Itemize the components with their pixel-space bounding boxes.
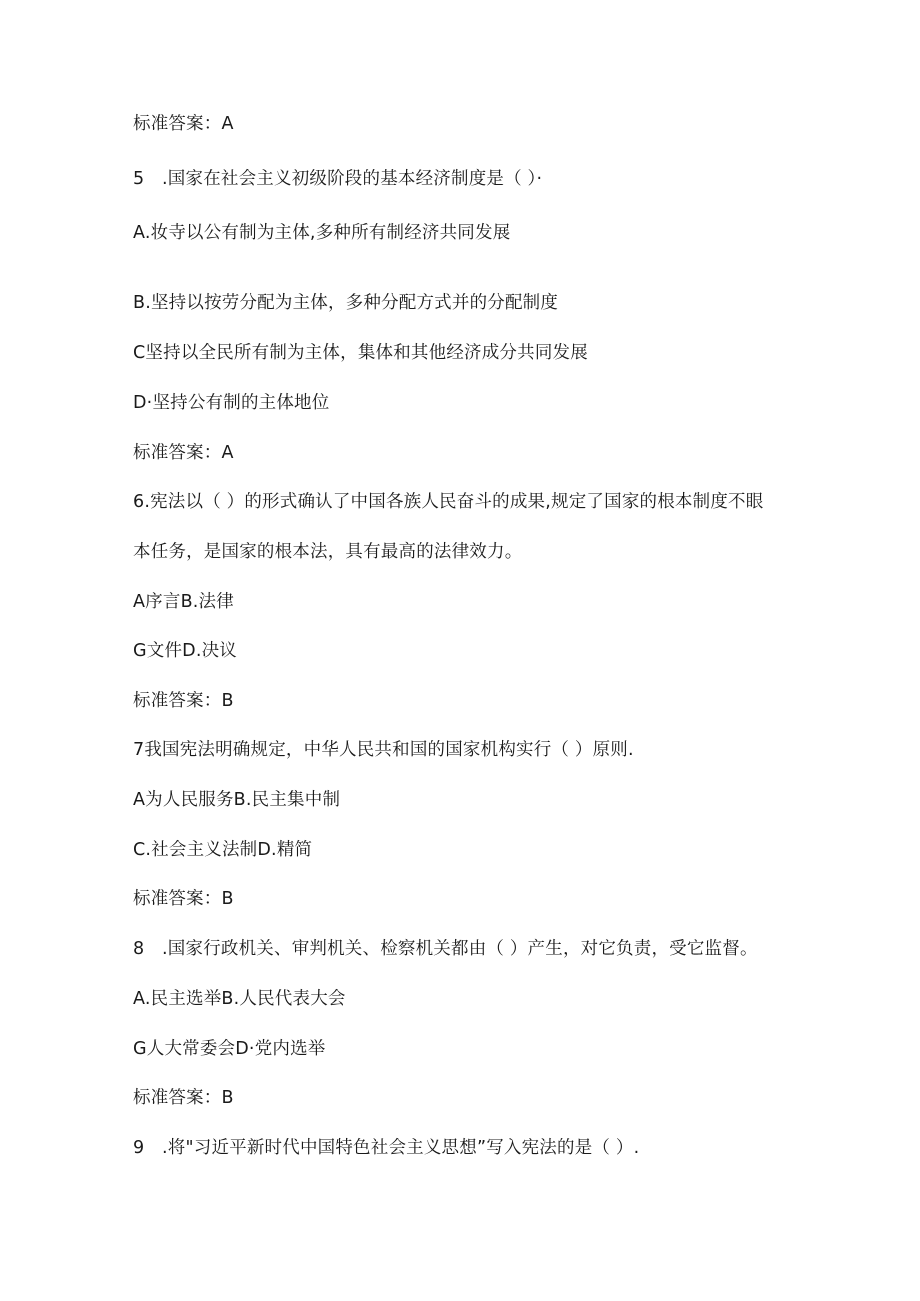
q8-question: 8 .国家行政机关、审判机关、检察机关都由（ ）产生，对它负责，受它监督。 <box>133 939 758 959</box>
q7-options-ab: A为人民服务B.民主集中制 <box>133 790 341 810</box>
q7-question: 7我国宪法明确规定，中华人民共和国的国家机构实行（ ）原则. <box>133 740 634 760</box>
q6-answer: 标准答案：B <box>133 691 234 711</box>
q8-answer: 标准答案：B <box>133 1088 234 1108</box>
q8-options-cd: G人大常委会D·党内选举 <box>133 1039 326 1059</box>
q7-options-cd: C.社会主义法制D.精简 <box>133 840 313 860</box>
q5-option-d: D·坚持公有制的主体地位 <box>133 393 330 413</box>
q5-option-b: B.坚持以按劳分配为主体，多种分配方式并的分配制度 <box>133 293 559 313</box>
q7-answer: 标准答案：B <box>133 889 234 909</box>
q8-options-ab: A.民主选举B.人民代表大会 <box>133 989 346 1009</box>
q9-question: 9 .将"习近平新时代中国特色社会主义思想”写入宪法的是（ ）. <box>133 1138 640 1158</box>
q6-options-ab: A序言B.法律 <box>133 592 234 612</box>
q6-options-cd: G文件D.决议 <box>133 641 237 661</box>
q5-option-a: A.妆寺以公有制为主体,多种所有制经济共同发展 <box>133 223 511 243</box>
q6-question-line1: 6.宪法以（ ）的形式确认了中国各族人民奋斗的成果,规定了国家的根本制度不眼 <box>133 492 764 512</box>
q4-answer: 标准答案：A <box>133 114 234 134</box>
q5-answer: 标准答案：A <box>133 443 234 463</box>
q5-option-c: C坚持以全民所有制为主体，集体和其他经济成分共同发展 <box>133 343 588 363</box>
q5-question: 5 .国家在社会主义初级阶段的基本经济制度是（ ）· <box>133 169 543 189</box>
q6-question-line2: 本任务，是国家的根本法，具有最高的法律效力。 <box>133 542 523 562</box>
